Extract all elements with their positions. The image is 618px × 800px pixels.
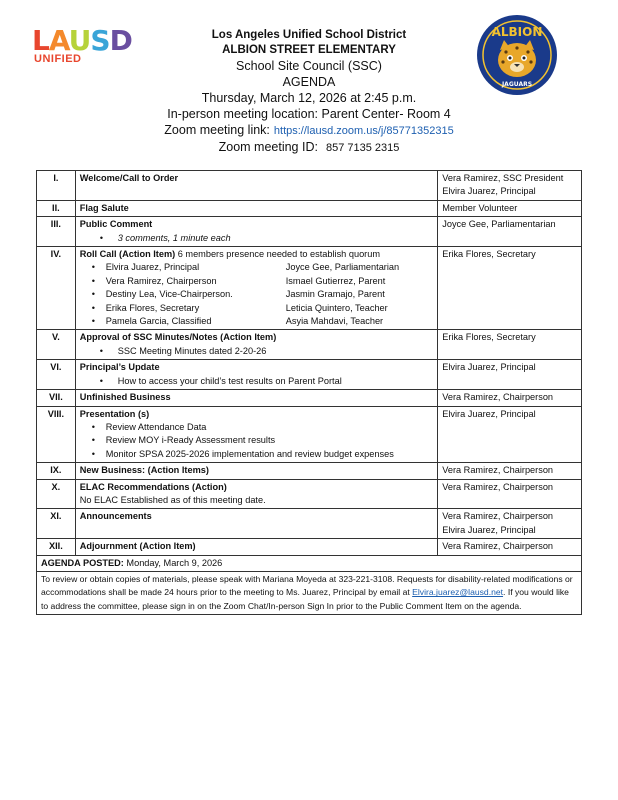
member-name: • Pamela Garcia, Classified [80,315,286,328]
item-presenter: Vera Ramirez, Chairperson [442,481,554,492]
notice-row [37,571,582,614]
agenda-row [37,479,582,509]
zoom-link[interactable]: https://lausd.zoom.us/j/85771352315 [273,125,454,137]
member-name: Jasmin Gramajo, Parent [285,289,385,300]
agenda-row [37,200,582,216]
member-name: • Erika Flores, Secretary [80,302,286,315]
item-presenter: Erika Flores, Secretary [442,249,536,260]
item-presenter: Vera Ramirez, Chairperson [442,465,554,476]
item-title: Public Comment [79,219,153,230]
zoom-id-line [150,139,468,156]
member-name: • Elvira Juarez, Principal [80,261,286,274]
zoom-id-value: 857 7135 2315 [325,142,400,154]
item-presenter: Vera Ramirez, Chairperson [442,541,554,552]
item-title: Approval of SSC Minutes/Notes (Action Item) [79,332,277,343]
agenda-row [37,247,582,330]
document-type: AGENDA [282,75,336,89]
agenda-row [37,217,582,247]
item-presenter: Vera Ramirez, SSC President [442,173,564,183]
agenda-row [37,390,582,406]
item-presenter: Elvira Juarez, Principal [442,186,536,197]
item-number: IX. [37,463,76,479]
lausd-unified-label: UNIFIED [34,53,82,65]
item-presenter: Elvira Juarez, Principal [442,408,536,419]
item-title: Principal’s Update [79,362,160,373]
item-presenter: Elvira Juarez, Principal [442,524,536,535]
agenda-table [36,170,582,615]
agenda-header [150,28,468,156]
member-name: • Destiny Lea, Vice-Chairperson. [80,288,286,301]
albion-jaguars-logo [476,14,558,96]
agenda-row [37,330,582,360]
member-row [80,261,433,274]
item-number: VII. [37,390,76,406]
zoom-id-label: Zoom meeting ID: [218,140,318,154]
item-bullet: • SSC Meeting Minutes dated 2-20-26 [80,345,433,358]
item-presenter: Elvira Juarez, Principal [442,362,536,373]
member-name: Asyia Mahdavi, Teacher [285,316,384,327]
member-name: Leticia Quintero, Teacher [285,302,388,313]
member-row [80,275,433,288]
svg-text:JAGUARS: JAGUARS [501,81,533,88]
item-bullet: • Monitor SPSA 2025-2026 implementation and review budget expenses [80,448,433,461]
item-title-line [80,248,433,261]
item-bullet: • How to access your child’s test results on Parent Portal [80,375,433,388]
item-number: XII. [37,539,76,555]
item-number: I. [37,171,76,201]
item-bullet: • Review MOY i-Ready Assessment results [80,434,433,447]
item-title-detail: 6 members presence needed to establish quorum [175,249,380,260]
item-number: III. [37,217,76,247]
item-title: Unfinished Business [79,392,171,403]
item-title: New Business: (Action Items) [79,465,209,476]
item-title: Announcements [79,511,152,522]
item-title: Flag Salute [79,202,129,213]
item-number: X. [37,479,76,509]
item-title: ELAC Recommendations (Action) [79,481,227,492]
notice-text: To review or obtain copies of materials, please speak with Mariana Moyeda at 323-221-3108. Requests for disability-related modifications or accommodations shall be made 24 hours prior to the meeting to Ms. Juarez, Principal by email at [41,573,573,598]
member-row [80,288,433,301]
item-title: Adjournment (Action Item) [79,541,196,552]
member-name: Ismael Gutierrez, Parent [285,275,386,286]
item-presenter: Vera Ramirez, Chairperson [442,392,554,403]
accommodation-notice [37,571,582,614]
item-presenter: Member Volunteer [442,202,518,213]
agenda-row [37,509,582,539]
district-name: Los Angeles Unified School District [211,29,407,41]
council-name: School Site Council (SSC) [236,59,382,73]
item-presenter: Joyce Gee, Parliamentarian [442,219,556,230]
member-row [80,315,433,328]
item-bullet: • 3 comments, 1 minute each [80,232,433,245]
item-title: Welcome/Call to Order [79,173,179,183]
agenda-row [37,360,582,390]
notice-text: . If you would like to address the committee, please sign in on the Zoom Chat/In-person Sign In prior to the Public Comment Item on the agenda. [41,587,569,611]
posted-date: Monday, March 9, 2026 [123,557,223,568]
school-name: ALBION STREET ELEMENTARY [222,44,396,56]
zoom-link-line [150,122,468,139]
agenda-row [37,463,582,479]
svg-text:ALBION: ALBION [491,25,543,39]
item-title: Roll Call (Action Item) [79,249,176,260]
posted-label: AGENDA POSTED: [41,557,124,568]
agenda-row [37,539,582,555]
member-name: Joyce Gee, Parliamentarian [285,262,400,273]
agenda-row [37,406,582,463]
item-number: VI. [37,360,76,390]
member-name: • Vera Ramirez, Chairperson [80,275,286,288]
item-note: No ELAC Established as of this meeting date. [79,494,266,505]
item-number: II. [37,200,76,216]
agenda-posted-row [37,555,582,571]
principal-email-link[interactable]: Elvira.juarez@lausd.net [412,587,504,598]
item-number: VIII. [37,406,76,463]
zoom-link-label: Zoom meeting link: [164,123,270,137]
item-number: V. [37,330,76,360]
member-row [80,302,433,315]
item-presenter: Erika Flores, Secretary [442,332,536,343]
item-bullet: • Review Attendance Data [80,421,433,434]
meeting-date: Thursday, March 12, 2026 at 2:45 p.m. [201,91,417,105]
item-number: IV. [37,247,76,330]
item-number: XI. [37,509,76,539]
lausd-wordmark: LAUSD [32,24,132,57]
item-presenter: Vera Ramirez, Chairperson [442,511,554,522]
item-title: Presentation (s) [79,408,150,419]
agenda-posted [37,555,582,571]
lausd-logo [32,26,162,68]
agenda-row [37,171,582,201]
meeting-location: In-person meeting location: Parent Center- Room 4 [167,107,451,121]
